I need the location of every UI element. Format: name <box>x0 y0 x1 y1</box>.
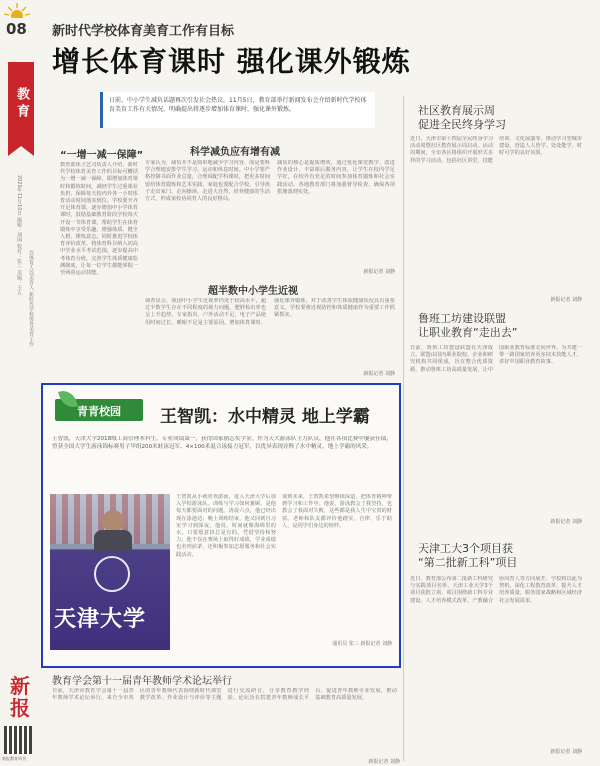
sidebar-item1-title: 社区教育展示周 促进全民终身学习 <box>418 104 506 131</box>
section-tab-fold <box>8 146 34 156</box>
feature-title: 王智凯：水中精灵 地上学霸 <box>160 407 370 427</box>
col1-title: “一增一减一保障” <box>60 150 144 161</box>
sidebar-item2-title: 鲁班工坊建设联盟 让职业教育“走出去” <box>418 312 518 339</box>
sidebar-item2-byline: 新报记者 刘静 <box>550 519 582 525</box>
footer-article-text: 日前，天津市教育学会第十一届青年教师学术论坛举行。来自全市各区的青年教师代表围绕新时代课堂教学改革、作业设计与评价等主题进行交流研讨，分享教育教学经验。论坛旨在搭建青年教师成长平台，促进青年教师专业发展，推动基础教育高质量发展。 <box>52 688 397 702</box>
byline-2: 新报记者 刘静 <box>363 371 395 377</box>
campus-logo-text: 青青校园 <box>77 405 121 418</box>
feature-text-right: 谈到未来，王智凯希望继续深造，把体育精神带到学习和工作中。他说，游泳教会了我坚持，也教会了我面对失败，这些都是我人生中宝贵的财富。老师和队友都评价他踏实、自律、乐于助人，是同学们身边的榜样。 <box>282 494 392 529</box>
lead-summary: 日前，中小学生减负话题再次引发社会热议。11月5日，教育部举行新闻发布会介绍新时代学校体育美育工作有关情况，明确提出将逐步增加体育课时，强化课外锻炼。 <box>100 92 375 128</box>
main-headline: 增长体育课时 强化课外锻炼 <box>52 45 411 78</box>
feature-intro: 王智凯，天津大学2018级工商管理本科生，专业成绩第一，获得国家励志奖学金。作为天大游泳队主力队员，他在各项比赛中屡获佳绩，曾获全国大学生游泳锦标赛男子甲组200米蛙泳冠军、4×100米混合泳接力冠军，以优异表现诠释了水中精灵、地上学霸的风采。 <box>52 436 392 450</box>
university-emblem-icon <box>94 556 130 592</box>
issue-meta-2: 以体育人以美育人 新时代学校体育美育工作 <box>28 250 34 347</box>
col2-text: 专家认为，减负并不是简单地减少学习内容，而是要科学合理地安排学生学习、运动和休息时间。中小学要严格控制书面作业总量，合理调配学科课时，把更多时间留给体育锻炼和艺术实践。家庭也要配合学校，引导孩子走出家门、走向操场、走进大自然，培养健康的生活方式，形成家校协同育人的良好格局。 <box>145 160 270 203</box>
person-body <box>94 530 132 552</box>
qr-caption: 新报教育周刊 <box>2 756 26 761</box>
campus-logo <box>55 399 143 421</box>
section-tab[interactable]: 教育 <box>8 62 34 146</box>
qr-code-icon[interactable] <box>4 726 32 754</box>
sidebar-item2-text: 日前，鲁班工坊建设联盟在天津成立。联盟由国内职业院校、企业和研究机构共同组成，旨在整合优质资源，推动鲁班工坊高质量发展，让中国职业教育标准走向世界，为共建一带一路国家培养更多技术技能人才，讲好中国职业教育故事。 <box>410 345 582 373</box>
sidebar-item3-byline: 新报记者 刘静 <box>550 749 582 755</box>
issue-meta: 2020年11月10日 编辑：刘国 校对：张三 美编：王五 <box>16 175 22 296</box>
flag-text: 天津大学 <box>54 606 147 632</box>
column-divider <box>403 96 404 761</box>
sidebar-item3-text: 近日，教育部公布第二批新工科研究与实践项目名单，天津工业大学3个项目获批立项。项目围绕新工科专业建设、人才培养模式改革、产教融合协同育人等方向展开，学校将以此为契机，深化工程教育改革，提升人才培养质量，服务国家战略和区域经济社会发展需求。 <box>410 576 582 604</box>
byline-1: 新报记者 刘静 <box>363 269 395 275</box>
person-head <box>102 510 124 532</box>
col3-text: 减负的核心是提质增效，通过优化课堂教学、改进作业设计、丰富课后服务内容，让学生在校内学足学好，在校外有充足的时间参加体育锻炼和社会实践活动。各地教育部门将加强督导检查，确保各项措施落到实处。 <box>277 160 395 195</box>
col1-text: 教育部体卫艺司负责人介绍，新时代学校体育美育工作的目标可概括为一增一减一保障，即增加体育课时和锻炼时间，减轻学生过重课业负担，保障每天校内外各一小时体育活动时间落实到位。学校要开齐开足体育课，逐步增加中小学体育课时，鼓励基础教育阶段学校每天开设一节体育课，帮助学生在体育锻炼中享受乐趣、增强体质、健全人格、锤炼意志。同时推进学校体育评价改革，将体育科目纳入初高中学业水平考试范围，逐步提高中考体育分值，完善学生体质健康监测制度，让每一位学生都能掌握一至两项运动技能。 <box>60 162 138 277</box>
student-photo <box>50 494 170 650</box>
footer-article-title: 教育学会第十一届青年教师学术论坛举行 <box>52 676 232 687</box>
sidebar-item3-title: 天津工大3个项目获 “第二批新工科”项目 <box>418 542 518 569</box>
sidebar-item1-text: 近日，天津市第十四届全民终身学习活动周暨社区教育展示周启动。活动周期间，全市各区将组织开展形式多样的学习活动，包括社区讲堂、技能培训、文化展演等，推动学习型城市建设，营造人人皆学、处处能学、时时可学的良好氛围。 <box>410 136 582 164</box>
col-mid-title: 超半数中小学生近视 <box>208 286 298 297</box>
feature-text-left: 王智凯从小就喜欢游泳，进入天津大学后加入学校游泳队。训练与学习如何兼顾，是他每天都要面对的问题。清晨六点，他已经出现在泳池边；晚上训练结束，他又回到自习室学习到深夜。他说，时间就像海绵里的水，只要愿意挤总是有的。凭借坚持和努力，他不仅在赛场上取得好成绩，学业成绩也名列前茅，还积极参加志愿服务和社会实践活动。 <box>176 494 276 558</box>
col2-title: 科学减负应有增有减 <box>190 147 280 158</box>
feature-byline: 通讯员 张三 新报记者 刘静 <box>332 641 392 647</box>
sun-logo-icon <box>4 2 30 18</box>
sidebar-item1-byline: 新报记者 刘静 <box>550 297 582 303</box>
col-mid-text: 调查显示，我国中小学生近视率仍处于较高水平，超过半数学生存在不同程度的视力问题，肥胖检出率也呈上升趋势。专家指出，户外活动不足、电子产品使用时间过长、睡眠不足是主要原因。增加体育课时、强化课外锻炼，对于改善学生体质健康状况具有重要意义。学校要将近视防控和体质健康作为重要工作抓紧抓实。 <box>145 298 395 326</box>
footer-byline: 新报记者 刘静 <box>368 759 400 765</box>
newspaper-brand: 新报 <box>10 674 30 720</box>
page-number: 08 <box>6 20 27 38</box>
kicker-title: 新时代学校体育美育工作有目标 <box>52 24 235 39</box>
